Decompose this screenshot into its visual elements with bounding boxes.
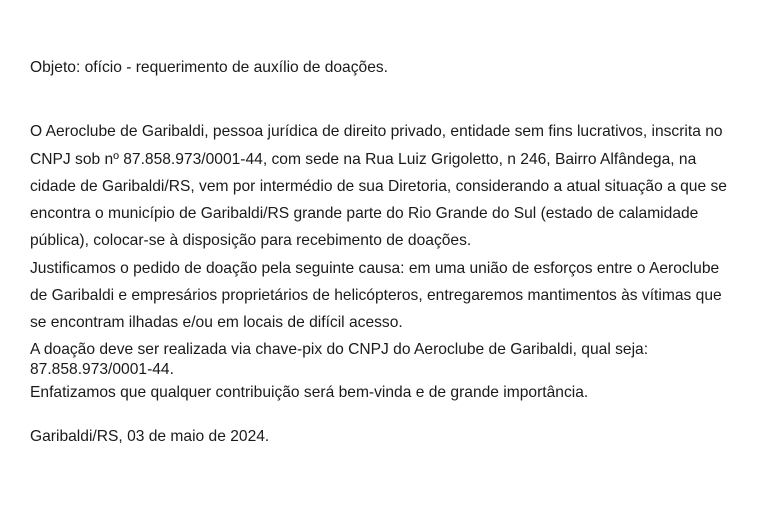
paragraph-3-line-1: A doação deve ser realizada via chave-pix do CNPJ do Aeroclube de Garibaldi, qual seja:	[30, 341, 649, 358]
paragraph-4: Enfatizamos que qualquer contribuição será bem-vinda e de grande importância.	[30, 384, 589, 401]
paragraph-1-line-1: O Aeroclube de Garibaldi, pessoa jurídica de direito privado, entidade sem fins lucrativos, inscrita no	[30, 123, 723, 140]
paragraph-3-line-2: 87.858.973/0001-44.	[30, 361, 174, 378]
paragraph-2-line-3: se encontram ilhadas e/ou em locais de difícil acesso.	[30, 314, 403, 331]
paragraph-1-line-4: encontra o município de Garibaldi/RS grande parte do Rio Grande do Sul (estado de calamidade	[30, 205, 699, 222]
paragraph-1-line-5: pública), colocar-se à disposição para recebimento de doações.	[30, 232, 472, 249]
paragraph-1-line-2: CNPJ sob nº 87.858.973/0001-44, com sede na Rua Luiz Grigoletto, n 246, Bairro Alfândega, na	[30, 151, 697, 168]
subject-line: Objeto: ofício - requerimento de auxílio de doações.	[30, 59, 389, 76]
place-and-date: Garibaldi/RS, 03 de maio de 2024.	[30, 428, 270, 445]
paragraph-2-line-1: Justificamos o pedido de doação pela seguinte causa: em uma união de esforços entre o Aeroclube	[30, 260, 720, 277]
paragraph-1-line-3: cidade de Garibaldi/RS, vem por intermédio de sua Diretoria, considerando a atual situação a que se	[30, 178, 727, 195]
paragraph-2-line-2: de Garibaldi e empresários proprietários de helicópteros, entregaremos mantimentos às vítimas que	[30, 287, 722, 304]
